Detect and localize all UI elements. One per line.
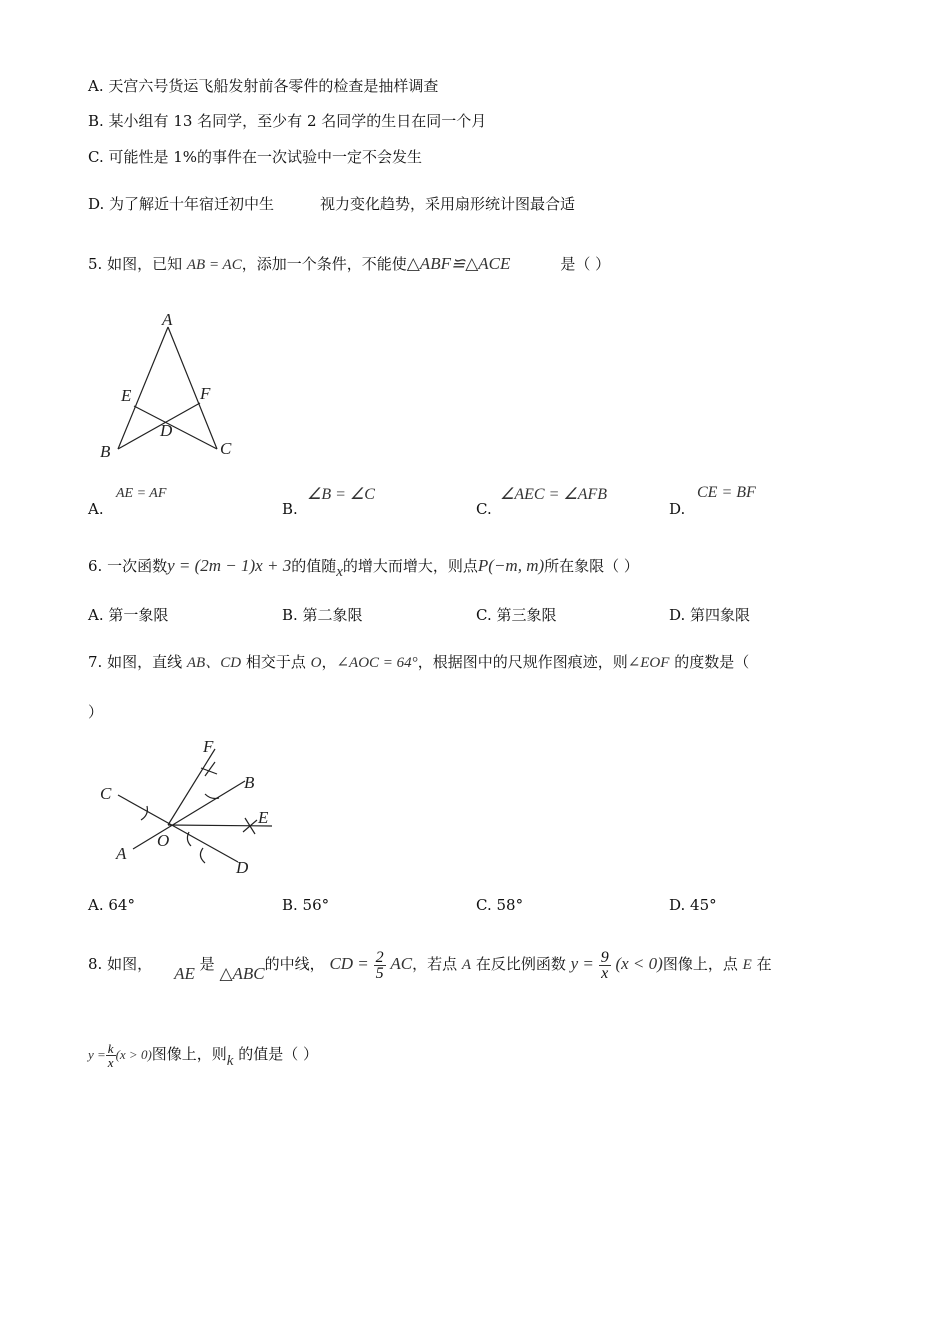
- q8-fraction-9-x: [599, 950, 611, 981]
- q5-option-a-label: A.: [88, 500, 104, 518]
- q4-option-c: C. 可能性是 1%的事件在一次试验中一定不会发生: [88, 148, 423, 166]
- q7-math-o: O: [310, 655, 322, 671]
- q7-math-angle: ∠AOC = 64°: [336, 655, 418, 671]
- q6-text-2: 的增大而增大，则点: [342, 557, 478, 575]
- label-f: F: [203, 738, 214, 756]
- q8-number: 8. 如图，: [88, 955, 153, 973]
- frac-denominator: x: [601, 964, 609, 982]
- q8-text-5: 图像上，点: [662, 955, 738, 973]
- label-a: A: [162, 310, 173, 329]
- label-d: D: [160, 421, 173, 440]
- ray-oe: [168, 825, 272, 826]
- q8-math-domain2: (x > 0): [115, 1047, 152, 1062]
- q5-option-b: ∠B = ∠C: [307, 486, 375, 503]
- q7-option-a: A. 64°: [88, 896, 135, 914]
- frac-numerator: 2: [375, 948, 384, 966]
- label-o: O: [157, 831, 170, 850]
- q8-fraction-k-x: [106, 1042, 116, 1069]
- segment-bf: [118, 403, 200, 449]
- q5-option-d: CE = BF: [697, 484, 756, 501]
- q8-text-6: 在: [756, 955, 772, 973]
- q8-math-triangle: △ABC: [219, 964, 265, 983]
- q5-option-c: ∠AEC = ∠AFB: [500, 486, 608, 503]
- arc-mark-b: [205, 794, 219, 799]
- q4-option-d-part2: 视力变化趋势，采用扇形统计图最合适: [320, 195, 576, 213]
- q5-math-ab-ac: AB = AC: [186, 257, 242, 273]
- q6-stem: [88, 556, 639, 580]
- q7-text-3: 的度数是（: [674, 653, 750, 671]
- q7-option-b: B. 56°: [282, 896, 330, 914]
- label-a: A: [116, 844, 127, 863]
- q6-number: 6. 一次函数: [88, 557, 168, 575]
- q6-text: 的值随: [291, 557, 337, 575]
- q5-math-congruence: △ABF≌△ACE: [406, 254, 511, 273]
- q8-text-3: ，若点: [412, 955, 458, 973]
- q4-option-a: A. 天宫六号货运飞船发射前各零件的检查是抽样调查: [88, 77, 439, 95]
- frac-denominator: x: [107, 1054, 114, 1070]
- q8-text-7: 图像上，则: [151, 1045, 227, 1063]
- segment-ec: [134, 406, 217, 449]
- q8-math-cd: CD =: [329, 954, 369, 973]
- q8-stem-line2: [88, 1028, 318, 1081]
- q8-stem: [88, 938, 772, 991]
- q8-math-ae: AE: [174, 964, 195, 983]
- q7-text-2: ，根据图中的尺规作图痕迹，则: [417, 653, 628, 671]
- q5-text-end: 是（ ）: [560, 255, 611, 273]
- q6-math-point: P(−m, m): [477, 556, 545, 575]
- q4-option-b: B. 某小组有 13 名同学，至少有 2 名同学的生日在同一个月: [88, 112, 487, 130]
- q5-figure: [90, 305, 250, 465]
- label-b: B: [244, 773, 255, 792]
- q4-option-d-part1: D. 为了解近十年宿迁初中生: [88, 195, 275, 213]
- q6-math-function: y = (2m − 1)x + 3: [167, 556, 292, 575]
- q7-number: 7. 如图，直线: [88, 653, 183, 671]
- label-e: E: [121, 386, 132, 405]
- arc-mark-d: [200, 848, 205, 863]
- frac-denominator: 5: [375, 964, 384, 982]
- q7-comma: ，: [321, 653, 337, 671]
- cross-mark-f2: [205, 762, 215, 776]
- q7-math-eof: ∠EOF: [627, 655, 670, 671]
- q8-math-k: k: [226, 1053, 234, 1069]
- frac-numerator: 9: [600, 948, 609, 966]
- q8-text-end: 的值是（ ）: [238, 1045, 319, 1063]
- q5-stem: [88, 254, 610, 275]
- q8-math-y2: y =: [88, 1047, 106, 1062]
- q8-text: 是: [199, 955, 215, 973]
- q5-option-c-label: C.: [476, 500, 492, 518]
- q5-number: 5. 如图，已知: [88, 255, 183, 273]
- q7-stem: [88, 652, 749, 673]
- label-c: C: [100, 784, 112, 803]
- q4-option-d: [88, 194, 575, 214]
- label-d: D: [236, 858, 249, 877]
- q6-math-x: x: [336, 564, 343, 580]
- q7-math-lines: AB、CD: [186, 655, 242, 671]
- q8-math-a: A: [461, 957, 472, 973]
- q6-option-c: C. 第三象限: [476, 606, 557, 624]
- q5-option-b-label: B.: [282, 500, 298, 518]
- q8-text-4: 在反比例函数: [475, 955, 566, 973]
- q7-option-d: D. 45°: [669, 896, 717, 914]
- q6-option-b: B. 第二象限: [282, 606, 363, 624]
- q7-text: 相交于点: [245, 653, 306, 671]
- q8-math-e: E: [742, 957, 752, 973]
- q6-option-a: A. 第一象限: [88, 606, 169, 624]
- frac-numerator: k: [107, 1040, 114, 1056]
- q5-text: ，添加一个条件，不能使: [241, 255, 407, 273]
- label-f: F: [200, 384, 211, 403]
- q7-stem-close: ）: [88, 703, 104, 721]
- label-c: C: [220, 439, 232, 458]
- q8-text-2: 的中线，: [264, 955, 325, 973]
- q6-option-d: D. 第四象限: [669, 606, 751, 624]
- q8-math-ac: AC: [390, 954, 413, 973]
- q8-math-y: y =: [570, 954, 594, 973]
- q8-math-domain: (x < 0): [615, 954, 663, 973]
- q6-text-end: 所在象限（ ）: [544, 557, 639, 575]
- q5-option-d-label: D.: [669, 500, 686, 518]
- label-e: E: [258, 808, 269, 827]
- q7-option-c: C. 58°: [476, 896, 524, 914]
- q7-figure: [95, 738, 285, 880]
- q5-option-a: AE = AF: [116, 486, 167, 501]
- q8-fraction-2-5: [374, 950, 386, 981]
- line-cd: [118, 795, 238, 862]
- label-b: B: [100, 442, 111, 461]
